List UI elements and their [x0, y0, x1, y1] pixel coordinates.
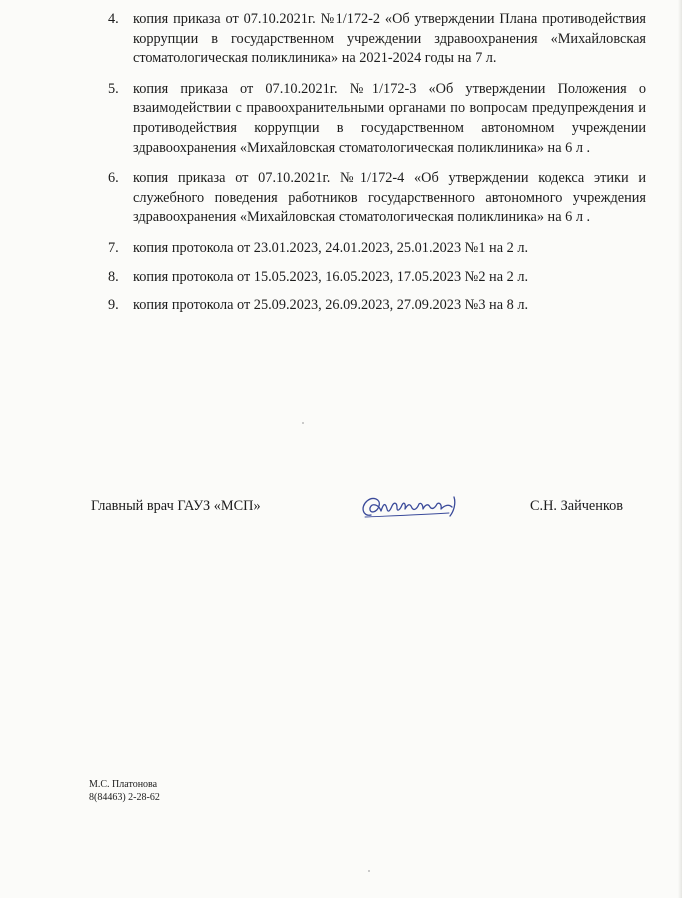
signatory-name: С.Н. Зайченков [530, 498, 624, 514]
executor-name: М.С. Платонова [89, 779, 158, 790]
item-text: копия приказа от 07.10.2021г. №1/172-2 «Об утверждении Плана противодействия коррупции в государственном учреждении здравоохранения «Михайловская стоматологическая поликлиника» на 2021-2024 годы на 7 л. [133, 11, 646, 67]
scan-speck [302, 422, 304, 424]
item-number: 4. [108, 11, 119, 27]
item-text: копия приказа от 07.10.2021г. №1/172-3 «Об утверждении Положения о взаимодействии с правоохранительными органами по вопросам предупреждения и противодействия коррупции в государственном автономном учреждении здравоохранения «Михайловская стоматологическая поликлиника» на 6 л . [133, 80, 646, 156]
list-item [108, 268, 646, 288]
attachment-list [108, 10, 646, 316]
scan-speck [368, 870, 370, 872]
item-number: 8. [108, 268, 119, 285]
signatory-title: Главный врач ГАУЗ «МСП» [91, 498, 261, 514]
item-text: копия протокола от 15.05.2023, 16.05.2023, 17.05.2023 №2 на 2 л. [133, 268, 529, 285]
item-number: 5. [108, 80, 119, 97]
list-item [108, 296, 646, 316]
list-item [108, 239, 646, 259]
scan-edge-shadow [678, 0, 682, 898]
list-item [108, 80, 646, 158]
item-number: 7. [108, 239, 119, 256]
item-text: копия протокола от 25.09.2023, 26.09.2023, 27.09.2023 №3 на 8 л. [133, 297, 529, 314]
executor-info [89, 778, 160, 804]
item-text: копия протокола от 23.01.2023, 24.01.2023, 25.01.2023 №1 на 2 л. [133, 239, 529, 256]
item-number: 9. [108, 297, 119, 314]
executor-phone: 8(84463) 2-28-62 [89, 792, 160, 803]
item-text: копия приказа от 07.10.2021г. №1/172-4 «Об утверждении кодекса этики и служебного поведения работников государственного автономного учреждения здравоохранения «Михайловская стоматологическая поликлиника» на 6 л . [133, 170, 646, 226]
handwritten-signature-icon [357, 489, 467, 523]
list-item [108, 169, 646, 228]
signature-block [91, 495, 651, 525]
item-number: 6. [108, 170, 119, 187]
list-item [108, 10, 646, 69]
